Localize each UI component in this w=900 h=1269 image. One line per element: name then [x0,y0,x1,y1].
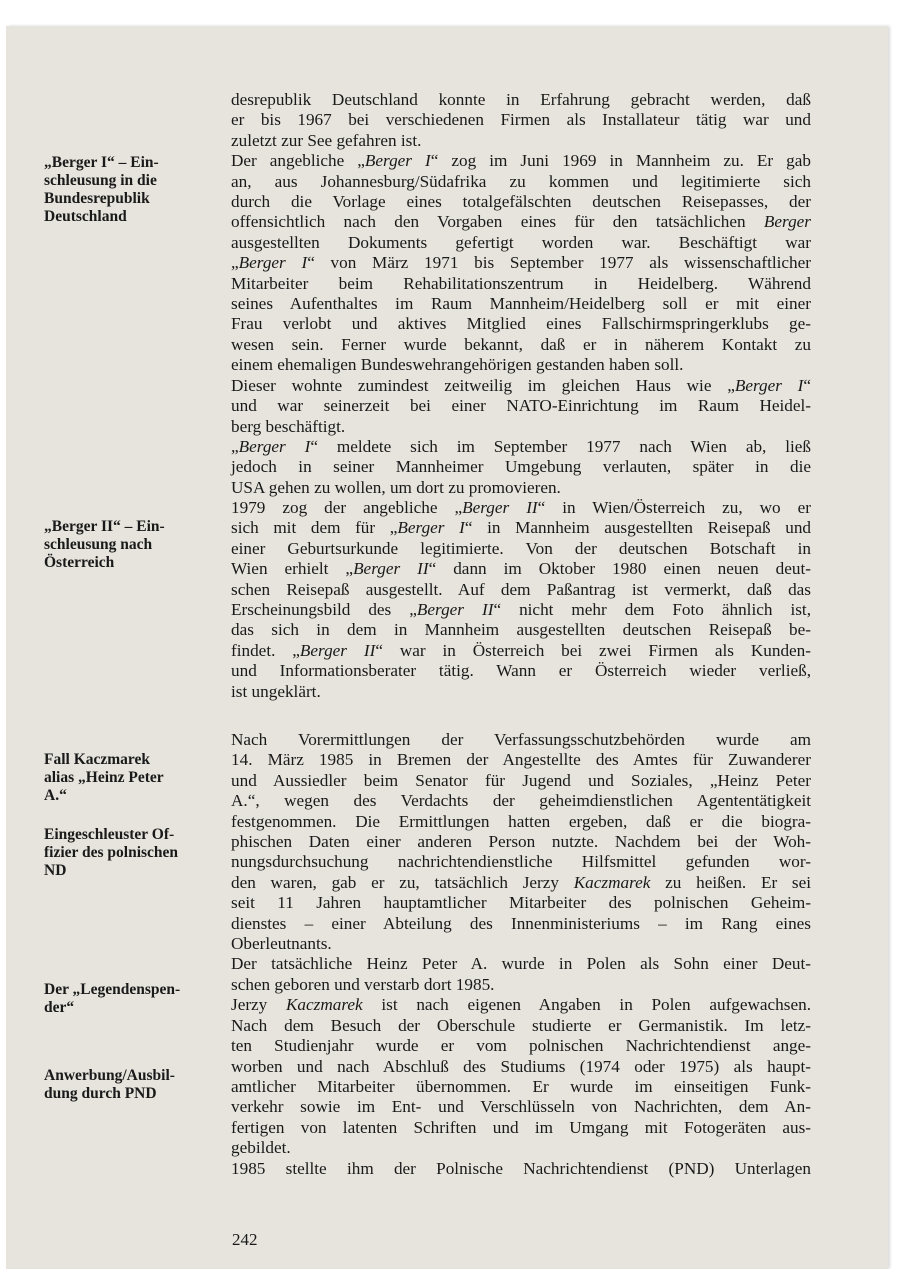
text-line: und war seinerzeit bei einer NATO-Einrichtung im Raum Heidel- [231,396,811,416]
sidebar-heading-anwerbung [44,1067,214,1103]
text-line: schen Reisepaß ausgestellt. Auf dem Paßantrag ist vermerkt, daß das [231,579,811,599]
book-page [6,26,888,1269]
text-line: ausgestellten Dokuments gefertigt worden war. Beschäftigt war [231,232,811,252]
text-line: desrepublik Deutschland konnte in Erfahrung gebracht werden, daß [231,90,811,109]
heading-line: fizier des polnischen [44,844,179,861]
sidebar-heading-berger-1 [44,154,214,226]
text-line: Mitarbeiter beim Rehabilitationszentrum in Heidelberg. Während [231,273,811,293]
text-line: Oberleutnants. [231,934,332,954]
text-line: wesen sein. Ferner wurde bekannt, daß er in näherem Kontakt zu [231,334,811,354]
text-line: verkehr sowie im Ent- und Verschlüsseln von Nachrichten, dem An- [231,1097,811,1117]
text-line: Wien erhielt „Berger II“ dann im Oktober 1980 einen neuen deut- [231,559,812,579]
text-line: 1985 stellte ihm der Polnische Nachrichtendienst (PND) Unterlagen [231,1158,811,1178]
text-line: 14. März 1985 in Bremen der Angestellte des Amtes für Zuwanderer [231,750,811,770]
heading-line: der“ [44,999,75,1016]
text-line: durch die Vorlage eines totalgefälschten deutschen Reisepasses, der [231,192,811,212]
text-line: nungsdurchsuchung nachrichtendienstliche Hilfsmittel gefunden wor- [231,852,811,872]
text-line: „Berger I“ von März 1971 bis September 1977 als wissenschaftlicher [231,253,812,273]
sidebar-heading-officer [44,826,214,880]
heading-line: Deutschland [44,208,127,225]
sidebar-heading-kaczmarek [44,751,214,805]
page-number: 242 [232,1230,258,1249]
text-line: und Informationsberater tätig. Wann er Österreich wieder verließ, [231,661,811,681]
text-line: Dieser wohnte zumindest zeitweilig im gleichen Haus wie „Berger I“ [231,375,812,395]
text-line: Frau verlobt und aktives Mitglied eines Fallschirmspringerklubs ge- [231,314,811,334]
text-line: 1979 zog der angebliche „Berger II“ in Wien/Österreich zu, wo er [231,498,811,517]
text-line: amtlicher Mitarbeiter übernommen. Er wurde im einseitigen Funk- [231,1076,811,1096]
text-line: festgenommen. Die Ermittlungen hatten ergeben, daß er die biogra- [231,811,811,831]
text-line: einer Geburtsurkunde legitimierte. Von der deutschen Botschaft in [231,538,811,558]
heading-line: dung durch PND [44,1085,157,1102]
text-line: phischen Daten einer anderen Person nutzte. Nachdem bei der Woh- [231,832,811,852]
text-line: Nach dem Besuch der Oberschule studierte er Germanistik. Im letz- [231,1015,811,1035]
heading-line: Bundesrepublik [44,190,150,207]
heading-line: alias „Heinz Peter [44,769,164,786]
text-line: ten Studienjahr wurde er vom polnischen Nachrichtendienst ange- [231,1036,811,1056]
heading-line: Der „Legendenspen- [44,981,181,998]
text-line: Nach Vorermittlungen der Verfassungsschutzbehörden wurde am [231,730,811,749]
heading-line: „Berger II“ – Ein- [44,518,165,535]
text-line: jedoch in seiner Mannheimer Umgebung verlauten, später in die [231,457,811,477]
text-line: fertigen von latenten Schriften und im Umgang mit Fotogeräten aus- [231,1117,811,1137]
text-line: berg beschäftigt. [231,416,346,436]
text-line: ist ungeklärt. [231,681,321,701]
body-block-1 [231,90,811,498]
sidebar-heading-legendenspender [44,981,214,1017]
text-line: sich mit dem für „Berger I“ in Mannheim ausgestellten Reisepaß und [231,518,812,538]
heading-line: schleusung in die [44,172,157,189]
text-line: seit 11 Jahren hauptamtlicher Mitarbeiter des polnischen Geheim- [231,893,811,913]
text-line: schen geboren und verstarb dort 1985. [231,974,495,994]
text-line: zuletzt zur See gefahren ist. [231,130,422,150]
heading-line: Anwerbung/Ausbil- [44,1067,175,1084]
text-line: Der tatsächliche Heinz Peter A. wurde in Polen als Sohn einer Deut- [231,954,811,974]
text-line: offensichtlich nach den Vorgaben eines für den tatsächlichen Berger [231,212,811,232]
text-line: findet. „Berger II“ war in Österreich bei zwei Firmen als Kunden- [231,640,811,660]
text-line: dienstes – einer Abteilung des Innenministeriums – im Rang eines [231,913,811,933]
heading-line: schleusung nach [44,536,153,553]
text-line: Jerzy Kaczmarek ist nach eigenen Angaben in Polen aufgewachsen. [231,995,811,1015]
text-line: an, aus Johannesburg/Südafrika zu kommen und legitimierte sich [231,171,811,191]
text-line: Der angebliche „Berger I“ zog im Juni 1969 in Mannheim zu. Er gab [231,151,811,171]
text-line: gebildet. [231,1138,291,1158]
text-line: „Berger I“ meldete sich im September 1977 nach Wien ab, ließ [231,436,811,456]
text-line: und Aussiedler beim Senator für Jugend und Soziales, „Heinz Peter [231,770,811,790]
text-line: Erscheinungsbild des „Berger II“ nicht mehr dem Foto ähnlich ist, [231,600,811,620]
body-block-2 [231,498,811,702]
sidebar-heading-berger-2 [44,518,214,572]
text-line: seines Aufenthaltes im Raum Mannheim/Heidelberg soll er mit einer [231,294,811,314]
text-line: worben und nach Abschluß des Studiums (1974 oder 1975) als haupt- [231,1056,811,1076]
heading-line: A.“ [44,787,67,804]
heading-line: Österreich [44,554,115,571]
heading-line: ND [44,862,67,879]
text-line: den waren, gab er zu, tatsächlich Jerzy Kaczmarek zu heißen. Er sei [231,872,811,892]
heading-line: Fall Kaczmarek [44,751,151,768]
text-line: einem ehemaligen Bundeswehrangehörigen gestanden haben soll. [231,355,684,375]
text-line: er bis 1967 bei verschiedenen Firmen als Installateur tätig war und [231,110,811,130]
text-line: A.“, wegen des Verdachts der geheimdienstlichen Agententätigkeit [231,791,811,811]
heading-line: „Berger I“ – Ein- [44,154,159,171]
heading-line: Eingeschleuster Of- [44,826,175,843]
text-line: USA gehen zu wollen, um dort zu promovieren. [231,477,561,497]
body-block-3 [231,730,811,1179]
text-line: das sich in dem in Mannheim ausgestellten deutschen Reisepaß be- [231,620,811,640]
